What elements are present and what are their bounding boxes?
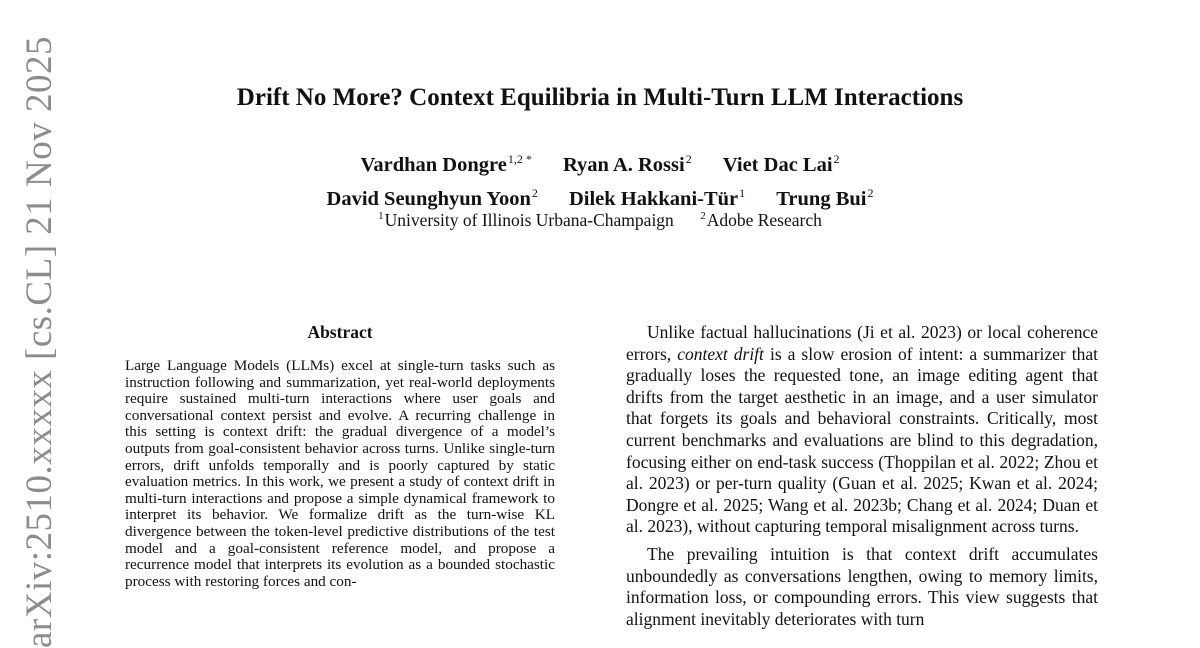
intro-paragraph-1: Unlike factual hallucinations (Ji et al. 2023) or local coherence errors, context drift is a slow erosion of intent: a summarizer that gradually loses the requested tone, an image editing agent that drifts from the target aesthetic in an image, and a user simulator that forgets its goals and behavioral constraints. Critically, most current benchmarks and evaluations are blind to this degradation, focusing either on end-task success (Thoppilan et al. 2022; Zhou et al. 2023) or per-turn quality (Guan et al. 2025; Kwan et al. 2024; Dongre et al. 2025; Wang et al. 2023b; Chang et al. 2024; Duan et al. 2023), without capturing temporal misalignment across turns. (626, 322, 1099, 537)
context-drift-term: context drift (677, 343, 764, 364)
affiliation: $^2$Adobe Research (700, 210, 822, 230)
paper-title: Drift No More? Context Equilibria in Multi-Turn LLM Interactions (236, 84, 964, 111)
abstract-heading: Abstract (307, 322, 373, 342)
author: Dilek Hakkani-Tür$^1$ (568, 186, 746, 210)
intro-paragraph-2: The prevailing intuition is that context drift accumulates unboundedly as conversations lengthen, owing to memory limits, information loss, or compounding errors. This view suggests that alignment inevitably deteriorates with turn (626, 543, 1098, 629)
author-list (0, 145, 1200, 213)
author: Vardhan Dongre$^{1,2 *}$ (360, 152, 532, 176)
arxiv-identifier-stamp: arXiv:2510.xxxxx [cs.CL] 21 Nov 2025 (19, 36, 60, 648)
abstract-text: Large Language Models (LLMs) excel at single-turn tasks such as instruction following and summarization, yet real-world deployments require sustained multi-turn interactions where user goals and conversational context persist and evolve. A recurring challenge in this setting is context drift: the gradual divergence of a model’s outputs from goal-consistent behavior across turns. Unlike single-turn errors, drift unfolds temporally and is poorly captured by static evaluation metrics. In this work, we present a study of context drift in multi-turn interactions and propose a simple dynamical framework to interpret its behavior. We formalize drift as the turn-wise KL divergence between the token-level predictive distributions of the test model and a goal-consistent reference model, and propose a recurrence model that interprets its evolution as a bounded stochastic process with restoring forces and con- (125, 357, 555, 590)
author: Trung Bui$^2$ (776, 186, 874, 210)
author: David Seunghyun Yoon$^2$ (326, 186, 538, 210)
author: Viet Dac Lai$^2$ (722, 152, 840, 176)
author-line-2 (0, 179, 1200, 213)
author: Ryan A. Rossi$^2$ (562, 152, 692, 176)
affiliation-list (0, 210, 1200, 231)
affiliation: $^1$University of Illinois Urbana-Champaign (378, 210, 674, 230)
author-line-1 (0, 145, 1200, 179)
introduction-column (626, 322, 1098, 636)
